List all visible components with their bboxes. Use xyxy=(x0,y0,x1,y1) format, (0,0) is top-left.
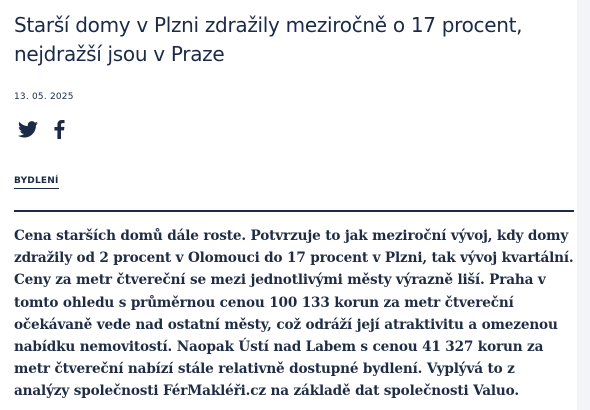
section-divider xyxy=(14,210,574,212)
publish-date: 13. 05. 2025 xyxy=(14,92,74,102)
share-twitter-button[interactable] xyxy=(18,121,38,138)
category-link[interactable]: BYDLENÍ xyxy=(14,176,59,189)
article-headline: Starší domy v Plzni zdražily meziročně o 17 procent, nejdražší jsou v Praze xyxy=(14,13,523,66)
article-lead: Cena starších domů dále roste. Potvrzuje to jak meziroční vývoj, kdy domy zdražily od 2 procent v Olomouci do 17 procent v Plzni, tak vývoj kvartální. Ceny za metr čtvereční se mezi jednotlivými městy výrazně liší. Praha v tomto ohledu s průměrnou cenou 100 133 korun za metr čtvereční očekávaně vede nad ostatní městy, což odráží její atraktivitu a omezenou nabídku nemovitostí. Naopak Ústí nad Labem s cenou 41 327 korun za metr čtvereční nabízí stále relativně dostupné bydlení. Vyplývá to z analýzy společnosti FérMakléři.cz na základě dat společnosti Valuo. xyxy=(14,228,574,400)
share-facebook-button[interactable] xyxy=(54,120,65,139)
share-buttons xyxy=(18,120,65,139)
side-panel-edge xyxy=(577,0,590,410)
twitter-icon xyxy=(18,121,38,138)
facebook-icon xyxy=(54,120,65,139)
